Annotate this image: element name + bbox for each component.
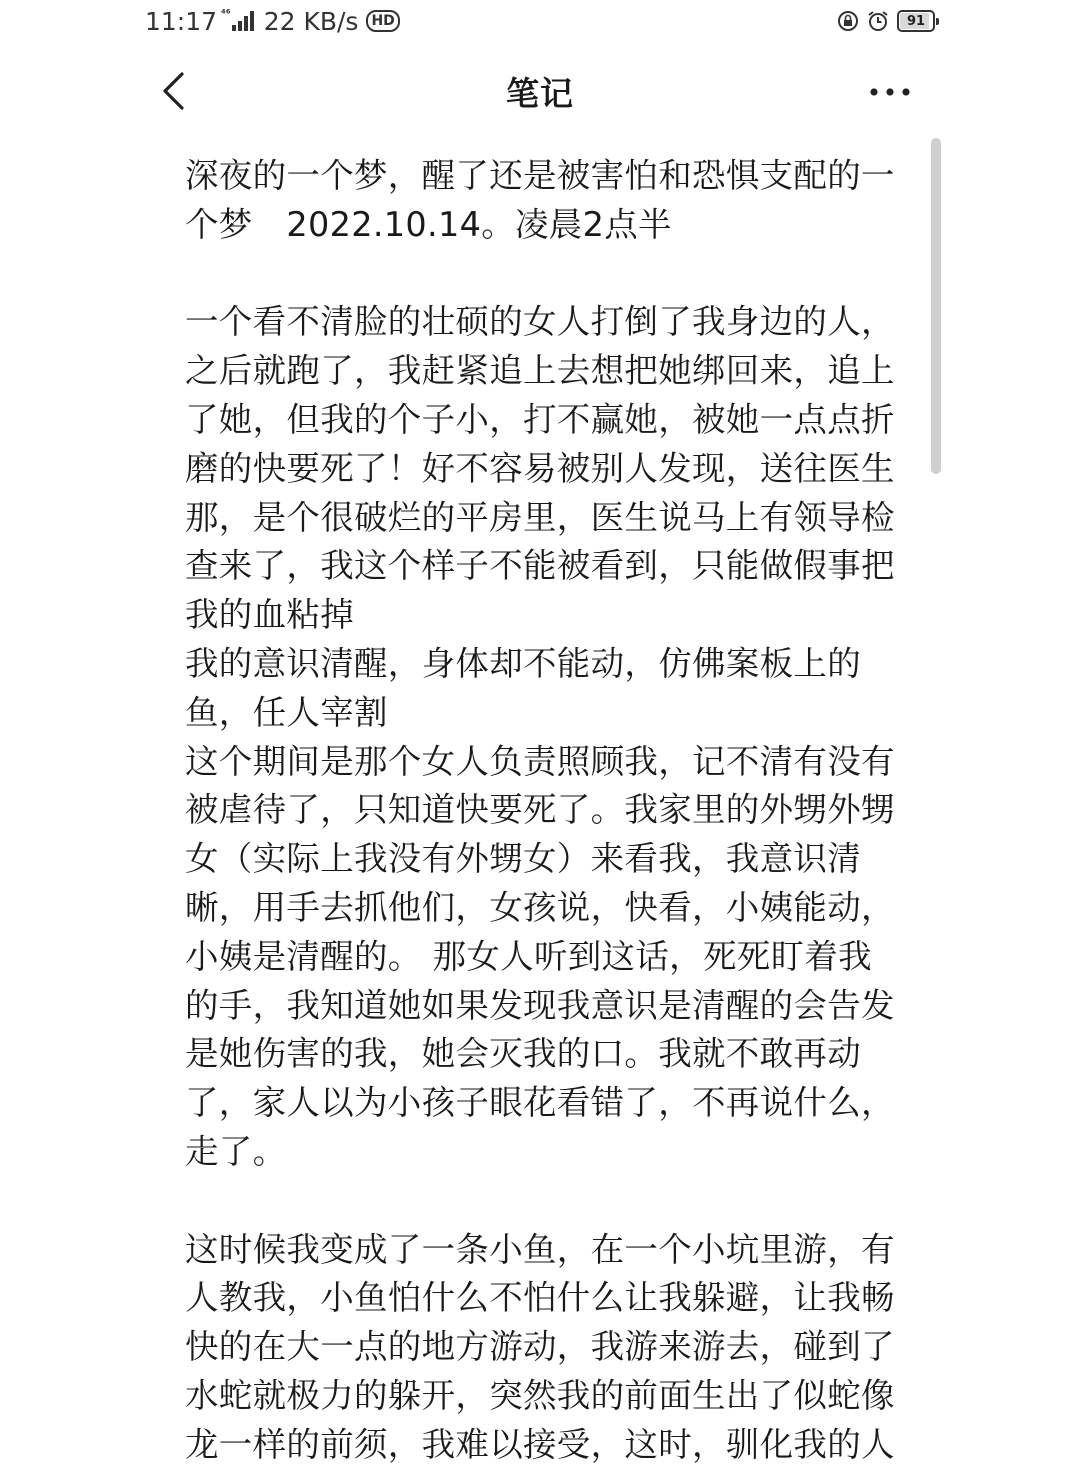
- network-type-tag: ⁴⁶: [221, 6, 231, 20]
- note-blank-line: [185, 1177, 905, 1226]
- more-options-icon[interactable]: [865, 72, 915, 112]
- battery-percent: 91: [906, 13, 926, 29]
- note-body: [185, 152, 905, 1470]
- signal-icon: [232, 11, 256, 31]
- battery-icon: [897, 10, 935, 32]
- status-bar: [0, 0, 1080, 44]
- alarm-icon: [867, 10, 889, 32]
- status-right: [837, 6, 935, 36]
- scrollbar-thumb[interactable]: [931, 138, 941, 474]
- note-paragraph: 深夜的一个梦，醒了还是被害怕和恐惧支配的一个梦 2022.10.14。凌晨2点半: [185, 156, 895, 244]
- page-title: 笔记: [506, 74, 574, 113]
- note-paragraph: 一个看不清脸的壮硕的女人打倒了我身边的人，之后就跑了，我赶紧追上去想把她绑回来，追上了她，但我的个子小，打不赢她，被她一点点折磨的快要死了！好不容易被别人发现，送往医生那，是个很破烂的平房里，医生说马上有领导检查来了，我这个样子不能被看到，只能做假事把我的血粘掉: [185, 302, 895, 635]
- note-paragraph: 这时候我变成了一条小鱼，在一个小坑里游，有人教我，小鱼怕什么不怕什么让我躲避，让我畅快的在大一点的地方游动，我游来游去，碰到了水蛇就极力的躲开，突然我的前面生出了似蛇像龙一样的前须，我难以接受，这时，驯化我的人: [185, 1229, 895, 1464]
- network-speed: 22 KB/s: [263, 6, 359, 36]
- hd-icon: HD: [366, 10, 399, 32]
- status-time: 11:17: [145, 6, 218, 36]
- rotation-lock-icon: [837, 10, 859, 32]
- note-paragraph: 我的意识清醒，身体却不能动，仿佛案板上的鱼，任人宰割: [185, 643, 861, 732]
- status-left: [145, 4, 400, 38]
- note-paragraph: 这个期间是那个女人负责照顾我，记不清有没有被虐待了，只知道快要死了。我家里的外甥外甥女（实际上我没有外甥女）来看我，我意识清晰，用手去抓他们，女孩说，快看，小姨能动，小姨是清醒的。 那女人听到这话，死死盯着我的手，我知道她如果发现我意识是清醒的会告发是她伤害的我，她会灭我的口。我就不敢再动了，家人以为小孩子眼花看错了，不再说什么，走了。: [185, 741, 895, 1171]
- nav-header: [0, 50, 1080, 134]
- note-blank-line: [185, 250, 905, 299]
